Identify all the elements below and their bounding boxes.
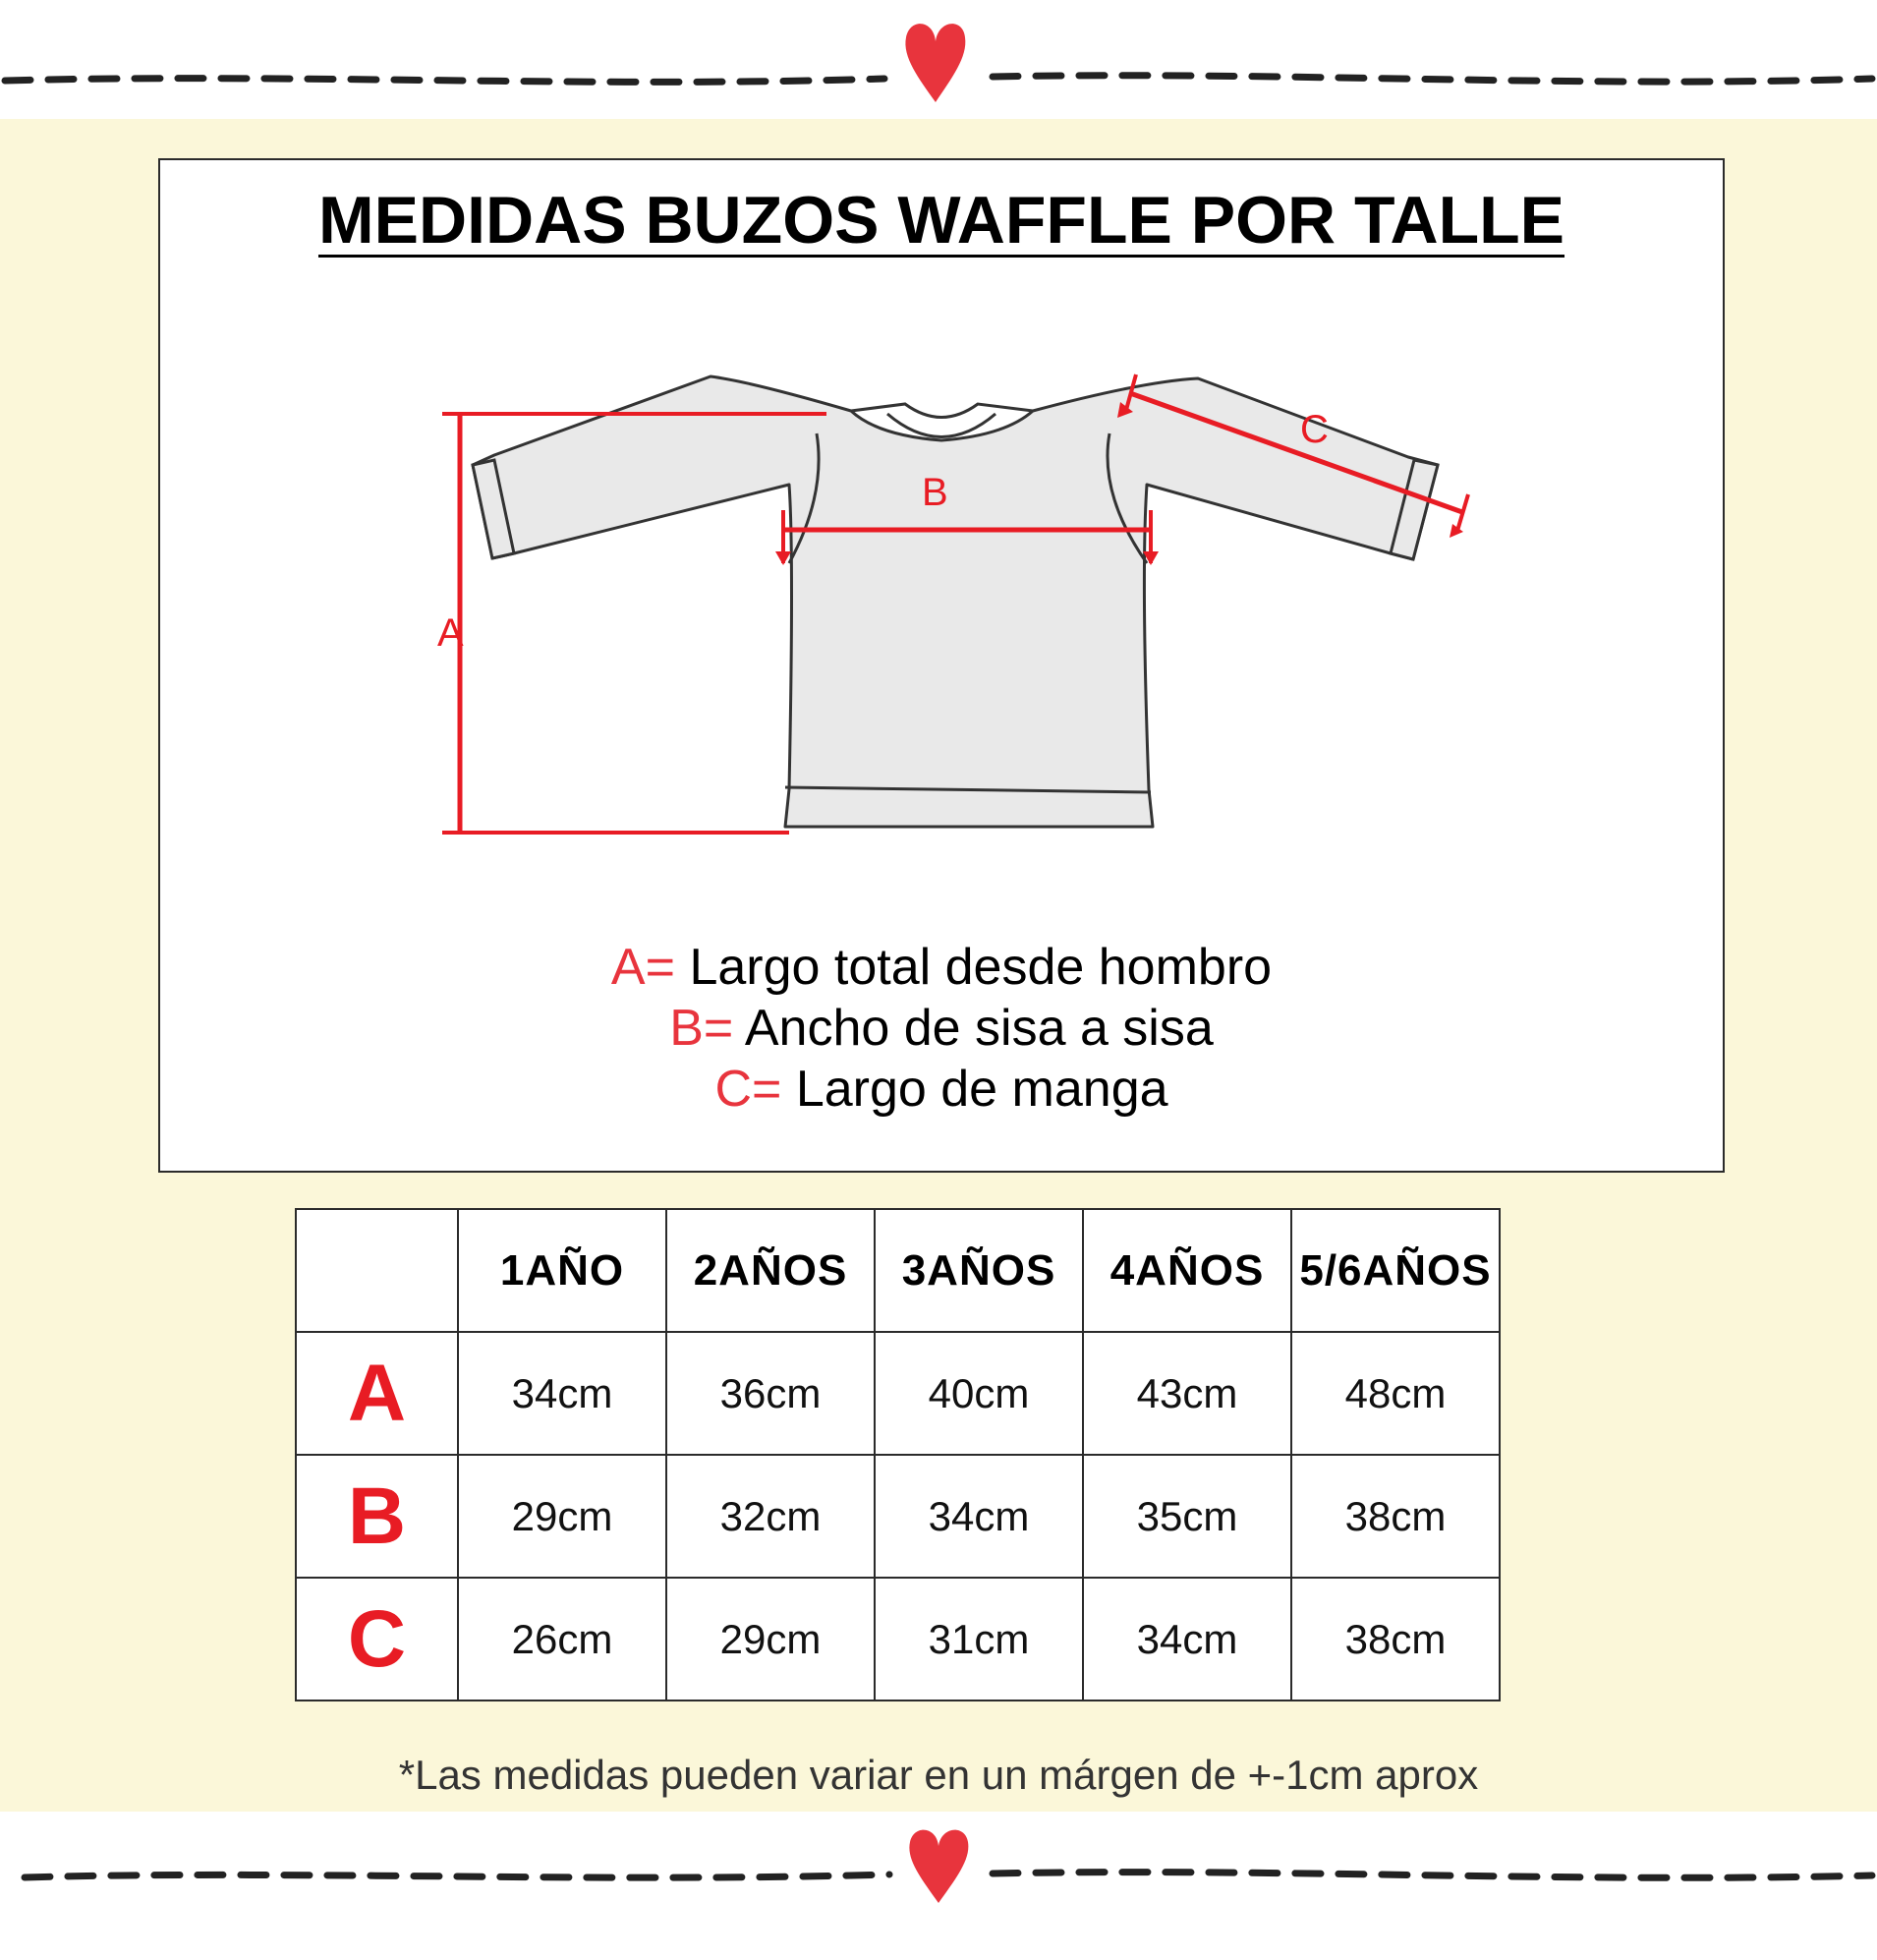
table-cell: 31cm bbox=[875, 1578, 1083, 1701]
legend-text: Largo de manga bbox=[795, 1061, 1168, 1118]
legend-text: Ancho de sisa a sisa bbox=[744, 1000, 1214, 1057]
table-cell: 36cm bbox=[666, 1332, 875, 1455]
heart-icon bbox=[909, 1830, 968, 1903]
label-a: A bbox=[437, 611, 464, 655]
legend-text: Largo total desde hombro bbox=[689, 939, 1273, 996]
table-cell: 34cm bbox=[1083, 1578, 1291, 1701]
heart-icon bbox=[905, 24, 965, 102]
header-empty bbox=[296, 1209, 458, 1332]
table-row bbox=[296, 1578, 1500, 1701]
header-cell: 4AÑOS bbox=[1083, 1209, 1291, 1332]
table-cell: 34cm bbox=[875, 1455, 1083, 1578]
header-cell: 5/6AÑOS bbox=[1291, 1209, 1500, 1332]
table-cell: 34cm bbox=[458, 1332, 666, 1455]
header-cell: 3AÑOS bbox=[875, 1209, 1083, 1332]
legend bbox=[160, 937, 1723, 1120]
table-cell: 40cm bbox=[875, 1332, 1083, 1455]
legend-item-c bbox=[160, 1059, 1723, 1120]
table-header-row bbox=[296, 1209, 1500, 1332]
table-row bbox=[296, 1455, 1500, 1578]
diagram-box bbox=[158, 158, 1725, 1173]
row-key: C bbox=[296, 1578, 458, 1701]
table-row bbox=[296, 1332, 1500, 1455]
table-cell: 26cm bbox=[458, 1578, 666, 1701]
top-dashed-border bbox=[0, 0, 1877, 108]
row-key: B bbox=[296, 1455, 458, 1578]
legend-key: C= bbox=[714, 1061, 782, 1118]
legend-key: A= bbox=[610, 939, 675, 996]
legend-item-b bbox=[160, 998, 1723, 1059]
size-table bbox=[295, 1208, 1501, 1701]
legend-key: B= bbox=[669, 1000, 734, 1057]
sweater-illustration bbox=[160, 160, 1727, 927]
table-cell: 38cm bbox=[1291, 1578, 1500, 1701]
table-cell: 43cm bbox=[1083, 1332, 1291, 1455]
row-key: A bbox=[296, 1332, 458, 1455]
disclaimer-note: *Las medidas pueden variar en un márgen de +-1cm aprox bbox=[398, 1752, 1479, 1798]
table-cell: 38cm bbox=[1291, 1455, 1500, 1578]
header-cell: 1AÑO bbox=[458, 1209, 666, 1332]
table-cell: 35cm bbox=[1083, 1455, 1291, 1578]
table-cell: 48cm bbox=[1291, 1332, 1500, 1455]
table-cell: 29cm bbox=[666, 1578, 875, 1701]
table-cell: 32cm bbox=[666, 1455, 875, 1578]
bottom-dashed-border bbox=[0, 1820, 1877, 1929]
page-title: MEDIDAS BUZOS WAFFLE POR TALLE bbox=[317, 183, 1565, 258]
header-cell: 2AÑOS bbox=[666, 1209, 875, 1332]
table-cell: 29cm bbox=[458, 1455, 666, 1578]
label-b: B bbox=[922, 471, 948, 514]
legend-item-a bbox=[160, 937, 1723, 998]
label-c: C bbox=[1300, 408, 1329, 451]
